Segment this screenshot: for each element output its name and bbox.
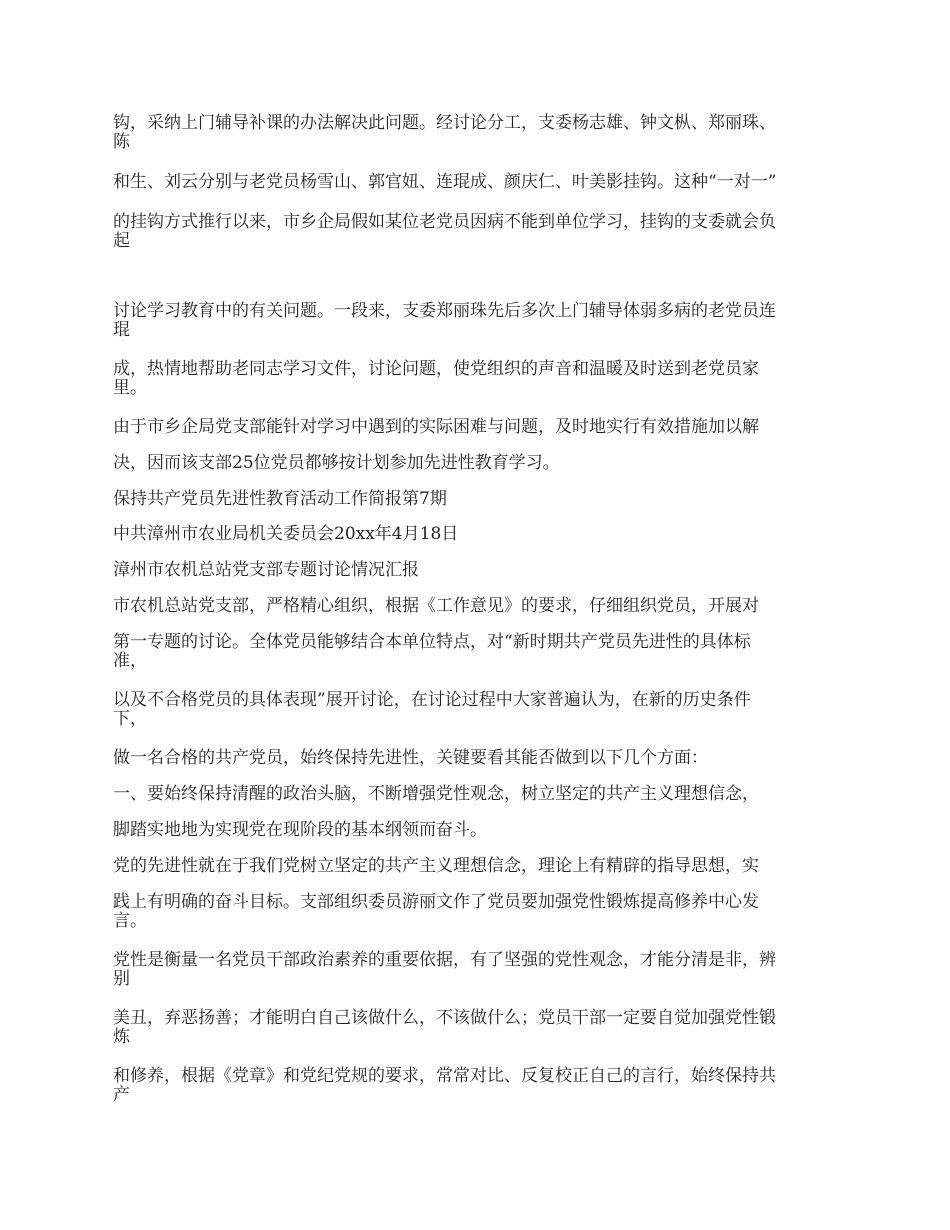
text-line: 决，因而该支部25位党员都够按计划参加先进性教育学习。: [113, 453, 560, 473]
text-line: 起: [113, 231, 130, 251]
text-line: 别: [113, 969, 130, 989]
text-line: 一、要始终保持清醒的政治头脑，不断增强党性观念，树立坚定的共产主义理想信念，: [113, 784, 759, 804]
text-line: 市农机总站党支部，严格精心组织，根据《工作意见》的要求，仔细组织党员，开展对: [113, 596, 759, 616]
text-line: 和生、刘云分别与老党员杨雪山、郭官妞、连琨成、颜庆仁、叶美影挂钩。这种“一对一”: [113, 172, 777, 192]
text-line: 琨: [113, 320, 130, 340]
text-line: 第一专题的讨论。全体党员能够结合本单位特点，对“新时期共产党员先进性的具体标: [113, 632, 751, 652]
text-line: 的挂钩方式推行以来，市乡企局假如某位老党员因病不能到单位学习，挂钩的支委就会负: [113, 212, 776, 232]
text-line: 漳州市农机总站党支部专题讨论情况汇报: [113, 560, 419, 580]
text-line: 中共漳州市农业局机关委员会20xx年4月18日: [113, 524, 459, 544]
text-line: 保持共产党员先进性教育活动工作简报第7期: [113, 489, 447, 509]
text-line: 言。: [113, 911, 147, 931]
text-line: 产: [113, 1085, 130, 1105]
text-line: 脚踏实地地为实现党在现阶段的基本纲领而奋斗。: [113, 820, 487, 840]
text-line: 由于市乡企局党支部能针对学习中遇到的实际困难与问题，及时地实行有效措施加以解: [113, 417, 759, 437]
text-line: 下，: [113, 709, 147, 729]
text-line: 党的先进性就在于我们党树立坚定的共产主义理想信念，理论上有精辟的指导思想，实: [113, 856, 759, 876]
text-line: 钩，采纳上门辅导补课的办法解决此问题。经讨论分工，支委杨志雄、钟文枞、郑丽珠、: [113, 113, 776, 133]
text-line: 党性是衡量一名党员干部政治素养的重要依据，有了坚强的党性观念，才能分清是非，辨: [113, 950, 776, 970]
text-line: 和修养，根据《党章》和党纪党规的要求，常常对比、反复校正自己的言行，始终保持共: [113, 1066, 776, 1086]
text-line: 美丑，弃恶扬善；才能明白自己该做什么，不该做什么；党员干部一定要自觉加强党性锻: [113, 1008, 776, 1028]
text-line: 成，热情地帮助老同志学习文件，讨论问题，使党组织的声音和温暖及时送到老党员家: [113, 359, 759, 379]
text-line: 陈: [113, 132, 130, 152]
text-line: 做一名合格的共产党员，始终保持先进性，关键要看其能否做到以下几个方面：: [113, 748, 708, 768]
text-line: 准，: [113, 651, 147, 671]
text-line: 炼: [113, 1027, 130, 1047]
text-line: 践上有明确的奋斗目标。支部组织委员游丽文作了党员要加强党性锻炼提高修养中心发: [113, 892, 759, 912]
text-line: 里。: [113, 378, 147, 398]
text-line: 以及不合格党员的具体表现”展开讨论，在讨论过程中大家普遍认为，在新的历史条件: [113, 690, 751, 710]
text-line: 讨论学习教育中的有关问题。一段来，支委郑丽珠先后多次上门辅导体弱多病的老党员连: [113, 301, 776, 321]
